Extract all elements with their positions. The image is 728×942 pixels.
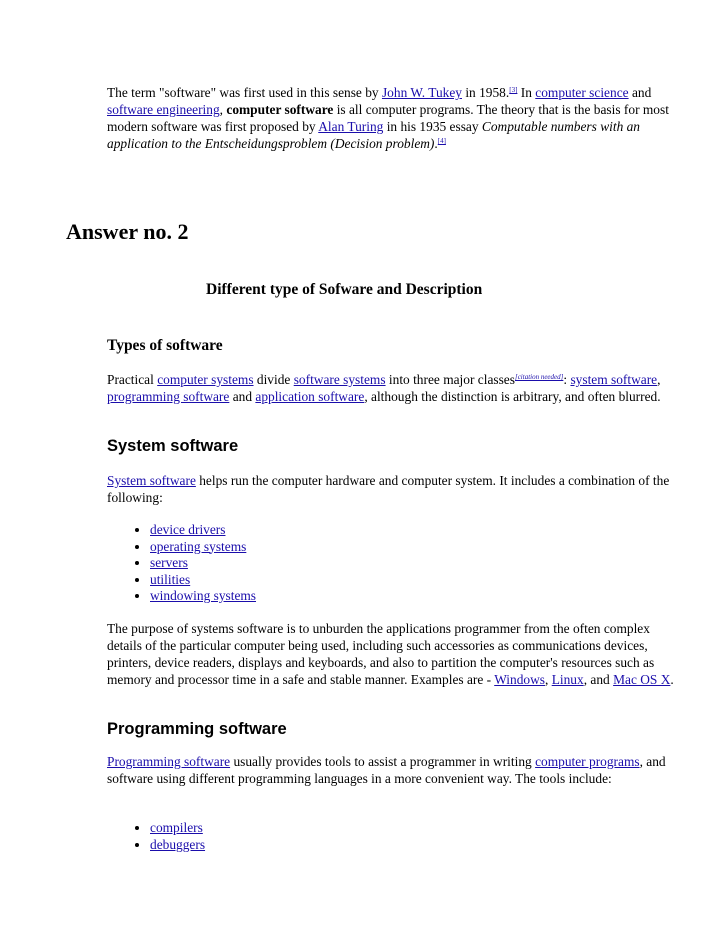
link-john-tukey[interactable]: John W. Tukey [381,85,462,100]
text: in his 1935 essay [383,119,482,134]
section-title: Different type of Sofware and Description [206,281,483,298]
list-item [150,572,256,589]
text: into three major classes [385,372,515,387]
intro-paragraph [107,84,677,152]
system-purpose-paragraph [107,620,677,688]
answer-heading: Answer no. 2 [66,219,189,244]
text: is all computer programs. The theory that is the basis for most modern software was first proposed by [107,102,669,134]
text: divide [253,372,294,387]
list-item [150,522,256,539]
link-alan-turing[interactable]: Alan Turing [318,119,384,134]
programming-software-heading: Programming software [107,720,287,738]
system-list [107,522,256,605]
link-operating-systems[interactable]: operating systems [150,538,247,554]
text: Practical [107,372,158,387]
text: . [670,672,674,687]
reference-4[interactable]: [4] [437,137,446,145]
link-windowing-systems[interactable]: windowing systems [150,588,257,603]
list-item [150,539,256,556]
list-item [150,588,256,605]
text: , although the distinction is arbitrary, and often blurred. [364,389,661,404]
link-device-drivers[interactable]: device drivers [150,522,226,537]
list-item [150,837,205,854]
text: usually provides tools to assist a programmer in writing [230,754,536,769]
link-utilities[interactable]: utilities [150,571,191,587]
citation-needed-link[interactable]: [citation needed] [514,373,564,381]
link-computer-systems[interactable]: computer systems [157,372,254,387]
link-software-systems[interactable]: software systems [293,372,386,387]
system-software-heading: System software [107,437,239,455]
text: . [434,136,438,151]
bold-term: computer software [226,102,334,117]
types-paragraph [107,371,677,405]
link-application-software[interactable]: application software [255,389,365,404]
system-paragraph [107,472,677,506]
text: , and software using different programming languages in a more convenient way. The tools include: [107,754,666,786]
link-programming-software[interactable]: programming software [107,389,230,404]
link-computer-science[interactable]: computer science [535,85,629,100]
types-heading: Types of software [107,337,223,354]
programming-list [107,820,205,853]
link-computer-programs[interactable]: computer programs [535,754,640,769]
text: , [545,672,552,687]
text: and [628,85,652,100]
programming-paragraph [107,753,677,787]
text: , [657,372,661,387]
link-system-software-2[interactable]: System software [107,473,196,488]
link-software-engineering[interactable]: software engineering [107,102,220,117]
list-item [150,820,205,837]
link-compilers[interactable]: compilers [150,820,203,835]
essay-title: Computable numbers with an application to the Entscheidungsproblem (Decision problem) [107,119,641,151]
text: , [219,102,227,117]
list-item [150,555,256,572]
text: The term "software" was first used in this sense by [107,85,382,100]
text: and [229,389,256,404]
link-linux[interactable]: Linux [551,672,584,687]
link-system-software[interactable]: system software [570,372,658,387]
link-debuggers[interactable]: debuggers [150,836,206,852]
text: in 1958. [461,85,510,100]
text: The purpose of systems software is to unburden the applications programmer from the often complex details of the particular computer being used, including such accessories as communications devices, printers, device readers, displays and keyboards, and also to partition the computer's resources such as memory and processor time in a safe and stable manner. Examples are - [107,621,655,687]
link-servers[interactable]: servers [150,555,188,570]
link-windows[interactable]: Windows [494,672,545,687]
text: helps run the computer hardware and computer system. It includes a combination of the following: [107,473,670,505]
reference-3[interactable]: [3] [509,86,518,94]
text: In [517,85,536,100]
link-mac-os-x[interactable]: Mac OS X [613,672,671,687]
text: : [563,372,571,387]
link-programming-software-2[interactable]: Programming software [107,754,231,769]
text: , and [583,672,614,687]
